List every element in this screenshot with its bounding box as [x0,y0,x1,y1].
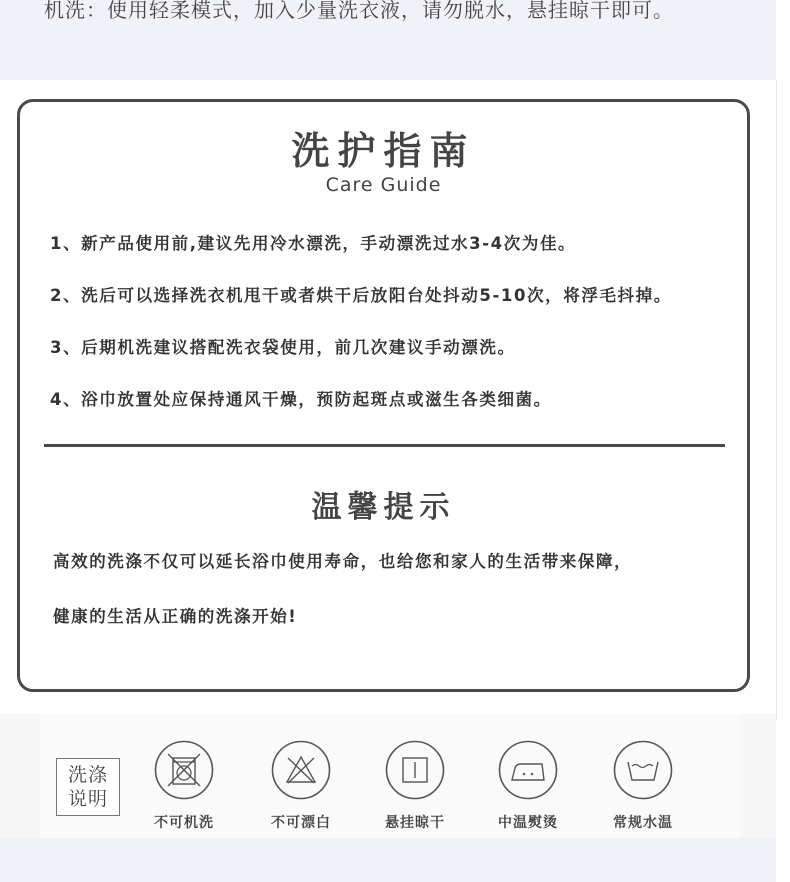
guide-title: 洗护指南 [291,129,476,173]
care-item-label: 不可漂白 [271,815,331,831]
care-guide-panel [17,99,750,692]
guide-item: 2、洗后可以选择洗衣机甩干或者烘干后放阳台处抖动5-10次，将浮毛抖掉。 [50,286,672,305]
normal-water-temp-icon [613,740,673,800]
guide-item: 4、浴巾放置处应保持通风干燥，预防起斑点或滋生各类细菌。 [50,390,552,409]
top-band [0,0,776,80]
right-margin [776,0,790,882]
care-instructions-label [56,758,120,816]
care-label-line: 洗涤 [67,764,108,786]
care-item-no-bleach [256,740,346,832]
bottom-band [0,838,776,882]
no-machine-wash-icon [154,740,214,800]
care-label-line: 说明 [67,788,108,810]
guide-subtitle: Care Guide [325,174,442,196]
care-item-label: 不可机洗 [154,815,214,831]
care-item-no-machine-wash [139,740,229,832]
section-divider [44,444,725,447]
care-item-label: 中温熨烫 [498,815,558,831]
medium-iron-icon [498,740,558,800]
hang-dry-icon [385,740,445,800]
tips-line: 高效的洗涤不仅可以延长浴巾使用寿命，也给您和家人的生活带来保障， [53,552,633,571]
machine-wash-instruction: 机洗：使用轻柔模式，加入少量洗衣液，请勿脱水，悬挂晾干即可。 [44,0,674,22]
tips-title: 温馨提示 [311,490,456,525]
tips-line: 健康的生活从正确的洗涤开始! [53,607,298,626]
care-item-label: 悬挂晾干 [385,815,445,831]
no-bleach-icon [271,740,331,800]
right-divider-line [776,80,777,720]
care-item-label: 常规水温 [613,815,673,831]
care-item-medium-iron [483,740,573,832]
guide-item: 3、后期机洗建议搭配洗衣袋使用，前几次建议手动漂洗。 [50,338,516,357]
care-item-hang-dry [370,740,460,832]
guide-item: 1、新产品使用前,建议先用冷水漂洗，手动漂洗过水3-4次为佳。 [50,234,577,253]
care-item-normal-water-temp [598,740,688,832]
